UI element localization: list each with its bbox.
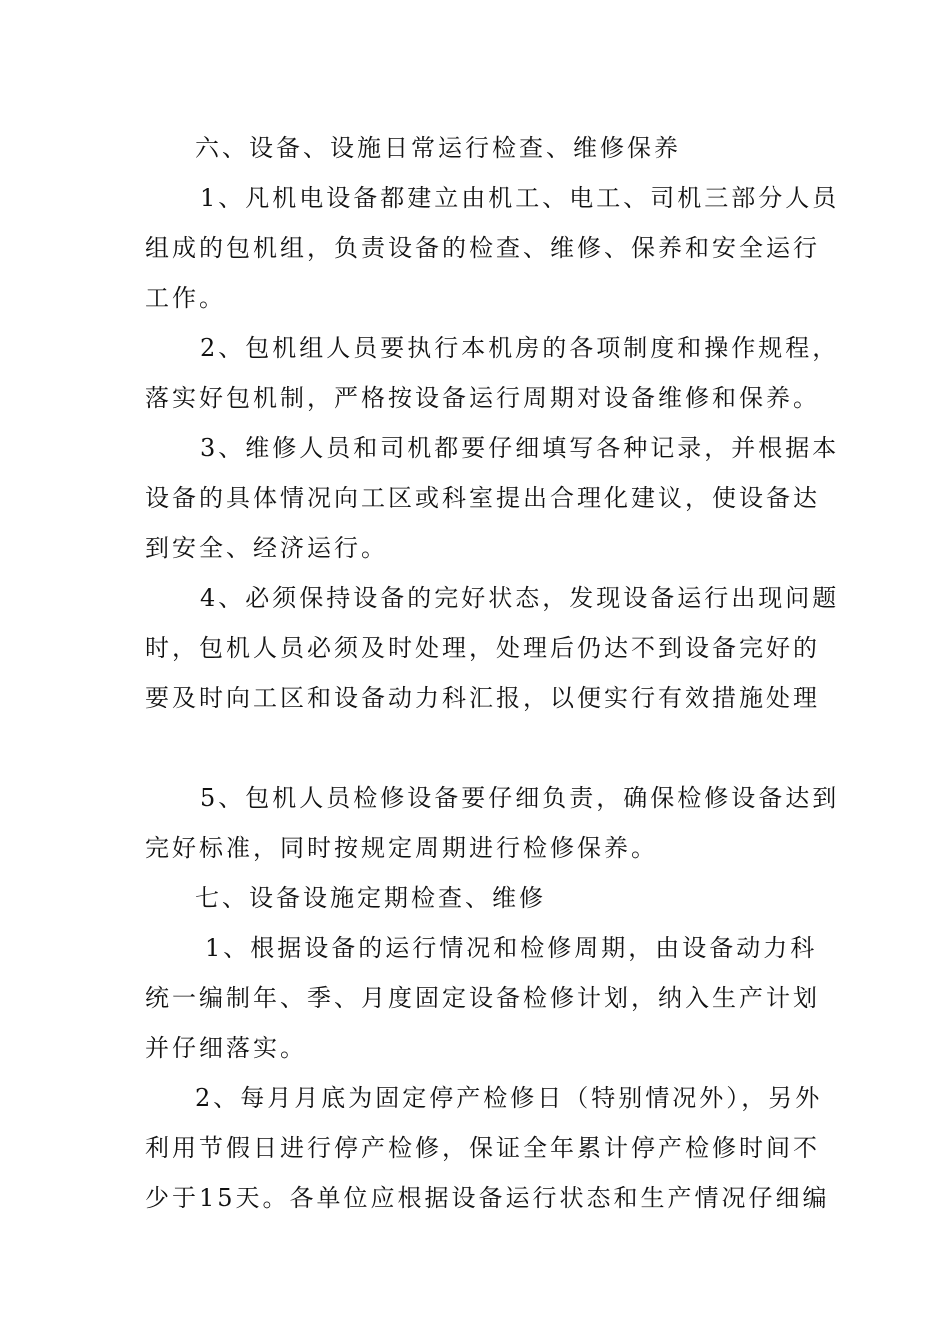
section-heading-six: 六、设备、设施日常运行检查、维修保养 xyxy=(195,134,681,162)
paragraph-line: 设备的具体情况向工区或科室提出合理化建议，使设备达 xyxy=(145,484,820,512)
paragraph-line: 4、必须保持设备的完好状态，发现设备运行出现问题 xyxy=(200,584,840,612)
paragraph-line: 2、每月月底为固定停产检修日（特别情况外），另外 xyxy=(195,1084,823,1112)
paragraph-line: 并仔细落实。 xyxy=(145,1034,307,1062)
paragraph-line: 工作。 xyxy=(145,284,226,312)
section-heading-seven: 七、设备设施定期检查、维修 xyxy=(195,884,546,912)
paragraph-line: 利用节假日进行停产检修，保证全年累计停产检修时间不 xyxy=(145,1134,820,1162)
paragraph-line: 3、维修人员和司机都要仔细填写各种记录，并根据本 xyxy=(200,434,840,462)
paragraph-line: 落实好包机制，严格按设备运行周期对设备维修和保养。 xyxy=(145,384,820,412)
paragraph-line: 1、根据设备的运行情况和检修周期，由设备动力科 xyxy=(205,934,818,962)
paragraph-line: 5、包机人员检修设备要仔细负责，确保检修设备达到 xyxy=(200,784,840,812)
paragraph-line: 完好标准，同时按规定周期进行检修保养。 xyxy=(145,834,658,862)
paragraph-line: 时，包机人员必须及时处理，处理后仍达不到设备完好的 xyxy=(145,634,820,662)
paragraph-line: 统一编制年、季、月度固定设备检修计划，纳入生产计划 xyxy=(145,984,820,1012)
paragraph-line: 少于15天。各单位应根据设备运行状态和生产情况仔细编 xyxy=(145,1184,830,1212)
paragraph-line: 2、包机组人员要执行本机房的各项制度和操作规程， xyxy=(200,334,840,362)
paragraph-line: 要及时向工区和设备动力科汇报，以便实行有效措施处理 xyxy=(145,684,820,712)
paragraph-line: 1、凡机电设备都建立由机工、电工、司机三部分人员 xyxy=(200,184,840,212)
paragraph-line: 到安全、经济运行。 xyxy=(145,534,388,562)
paragraph-line: 组成的包机组，负责设备的检查、维修、保养和安全运行 xyxy=(145,234,820,262)
